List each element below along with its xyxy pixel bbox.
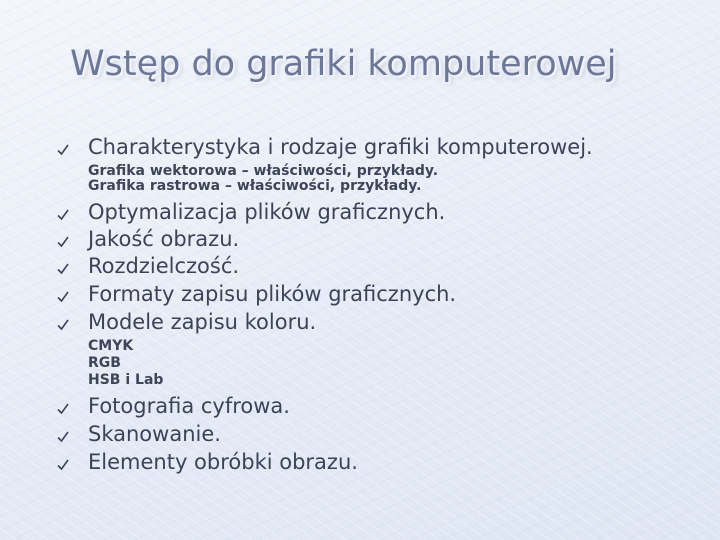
checkmark-icon [56, 430, 72, 446]
sub-item: CMYK [88, 338, 134, 354]
checkmark-icon [56, 262, 72, 278]
sub-item: RGB [88, 355, 121, 371]
bullet-item: Charakterystyka i rodzaje grafiki komputerowej. [88, 135, 593, 159]
bullet-item: Modele zapisu koloru. [88, 310, 317, 334]
checkmark-icon [56, 458, 72, 474]
checkmark-icon [56, 235, 72, 251]
sub-item: Grafika wektorowa – właściwości, przykłady. [88, 163, 439, 179]
checkmark-icon [56, 402, 72, 418]
bullet-item: Optymalizacja plików graficznych. [88, 200, 446, 224]
checkmark-icon [56, 143, 72, 159]
bullet-item: Formaty zapisu plików graficznych. [88, 282, 457, 306]
sub-item: HSB i Lab [88, 372, 164, 388]
bullet-item: Skanowanie. [88, 422, 221, 446]
checkmark-icon [56, 208, 72, 224]
checkmark-icon [56, 290, 72, 306]
checkmark-icon [56, 318, 72, 334]
bullet-item: Jakość obrazu. [88, 227, 240, 251]
bullet-item: Rozdzielczość. [88, 254, 240, 278]
sub-item: Grafika rastrowa – właściwości, przykłady. [88, 178, 422, 194]
bullet-item: Fotografia cyfrowa. [88, 394, 290, 418]
bullet-item: Elementy obróbki obrazu. [88, 450, 358, 474]
slide-title: Wstęp do grafiki komputerowej [70, 44, 617, 84]
